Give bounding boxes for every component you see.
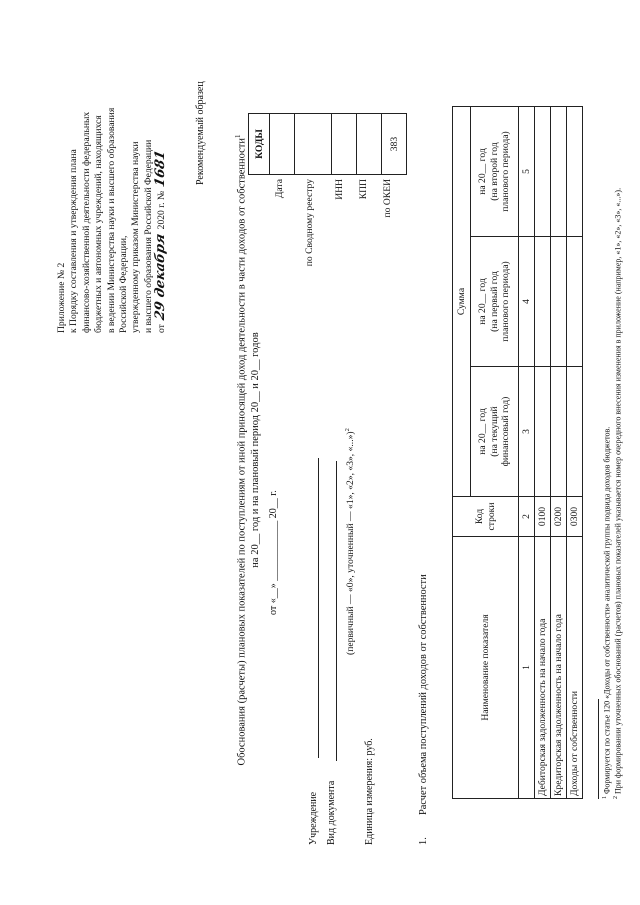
institution-field[interactable]	[318, 458, 319, 758]
header-name: Наименование показателя	[453, 537, 519, 799]
row-value-cell[interactable]	[551, 107, 567, 237]
approval-line-6: Российской Федерации,	[118, 235, 130, 333]
code-date-label: Дата	[274, 179, 285, 199]
date-line: от «__» ____________ 20__ г.	[268, 490, 279, 615]
code-okei-label: по ОКЕИ	[382, 179, 393, 218]
col-number-1: 1	[519, 537, 535, 799]
sum-col-1-line-2: (на текущий	[488, 406, 500, 457]
income-table	[452, 106, 583, 799]
row-name: Доходы от собственности	[567, 537, 583, 799]
doc-type-field[interactable]	[336, 461, 337, 761]
sum-col-2-line-1: на 20__ год	[477, 278, 489, 325]
sum-col-3-line-1: на 20__ год	[477, 148, 489, 195]
title-footnote-mark: 1	[234, 134, 242, 138]
footnote-2-text: При формировании уточненных обоснований (расчетов) плановых показателей указывается номер очередного внесения изменения в приложение (например, «1», «2», «3», «...»).	[613, 187, 623, 796]
unit-label: Единица измерения: руб.	[364, 738, 375, 845]
approval-line-1: Приложение № 2	[56, 262, 67, 333]
footnote-2-mark: 2	[613, 796, 619, 799]
col-number-2: 2	[519, 497, 535, 537]
table-row	[535, 107, 551, 799]
col-number-3: 3	[519, 367, 535, 497]
code-inn-label: ИНН	[334, 179, 345, 200]
code-okei-value: 383	[382, 114, 407, 175]
institution-row	[308, 458, 319, 845]
approval-line-2: к Порядку составления и утверждения плана	[68, 149, 80, 333]
header-sum-col-3	[471, 107, 519, 237]
row-value-cell[interactable]	[535, 367, 551, 497]
approval-line-8: и высшего образования Российской Федерации	[142, 139, 154, 333]
code-date-value	[270, 114, 295, 175]
approval-line-3: финансово-хозяйственной деятельности федеральных	[80, 111, 92, 333]
codes-header: КОДЫ	[249, 114, 270, 175]
code-registry-value	[295, 114, 332, 175]
approval-block	[56, 3, 169, 333]
col-number-4: 4	[519, 237, 535, 367]
title-line-1: Обоснования (расчеты) плановых показателей по поступлениям от иной приносящей доход деятельности в части доходов от собственности	[236, 137, 248, 766]
code-inn-value	[332, 114, 357, 175]
approval-date-year: 2020 г. №	[156, 190, 168, 230]
codes-table	[248, 113, 407, 175]
sum-col-2-line-2: (на первый год	[488, 271, 500, 332]
section-heading	[418, 574, 429, 845]
code-kpp-value	[357, 114, 382, 175]
doc-type-hint-text: (первичный — «0», уточненный — «1», «2», «3», «...»)	[345, 431, 357, 655]
row-value-cell[interactable]	[567, 107, 583, 237]
row-code: 0100	[535, 497, 551, 537]
sum-col-3-line-3: планового периода)	[500, 131, 512, 212]
document-title	[232, 105, 262, 795]
row-name: Дебиторская задолженность на начало года	[535, 537, 551, 799]
row-code: 0200	[551, 497, 567, 537]
row-code: 0300	[567, 497, 583, 537]
doc-type-hint	[344, 428, 356, 655]
sum-col-1-line-3: финансовый год)	[500, 396, 512, 467]
header-sum-col-1	[471, 367, 519, 497]
approval-date-prefix: от	[156, 324, 168, 333]
header-sum-col-2	[471, 237, 519, 367]
codes-labels	[268, 179, 400, 325]
approval-line-7: утвержденному приказом Министерства науки	[130, 141, 142, 333]
header-sum: Сумма	[453, 107, 471, 497]
footnote-1-text: Формируется по статье 120 «Доходы от собственности» аналитической группы подвида доходов бюджетов.	[602, 426, 612, 796]
row-value-cell[interactable]	[567, 367, 583, 497]
row-value-cell[interactable]	[535, 107, 551, 237]
row-value-cell[interactable]	[551, 237, 567, 367]
header-code: Код строки	[453, 497, 519, 537]
section-title: Расчет объема поступлений доходов от собственности	[418, 574, 429, 815]
col-number-5: 5	[519, 107, 535, 237]
row-name: Кредиторская задолженность на начало года	[551, 537, 567, 799]
table-row	[567, 107, 583, 799]
doc-type-label: Вид документа	[326, 780, 337, 845]
code-registry-label: по Сводному реестру	[304, 179, 315, 267]
doc-type-hint-mark: 2	[344, 428, 351, 432]
row-value-cell[interactable]	[551, 367, 567, 497]
sum-col-2-line-3: планового периода)	[500, 261, 512, 342]
row-value-cell[interactable]	[567, 237, 583, 367]
section-number: 1.	[418, 837, 429, 845]
code-kpp-label: КПП	[358, 179, 369, 200]
doc-type-row	[326, 461, 337, 845]
footnote-1	[602, 427, 612, 799]
title-line-2: на 20__ год и на плановый период 20__ и 20__ годов	[249, 332, 261, 568]
handwritten-number: 1681	[153, 148, 169, 188]
approval-line-4: бюджетных и автономных учреждений, находящихся	[93, 115, 105, 333]
sum-col-1-line-1: на 20__ год	[477, 408, 489, 455]
recommended-sample-label: Рекомендуемый образец	[195, 81, 206, 185]
table-row	[551, 107, 567, 799]
approval-date-line	[155, 3, 168, 333]
handwritten-date: 29 декабря	[153, 231, 169, 322]
institution-label: Учреждение	[308, 791, 319, 845]
footnote-1-mark: 1	[602, 796, 608, 799]
approval-line-5: в ведении Министерства науки и высшего образования	[105, 107, 117, 333]
row-value-cell[interactable]	[535, 237, 551, 367]
sum-col-3-line-2: (на второй год	[488, 142, 500, 201]
footnote-divider	[598, 699, 599, 799]
footnote-2	[613, 188, 623, 799]
